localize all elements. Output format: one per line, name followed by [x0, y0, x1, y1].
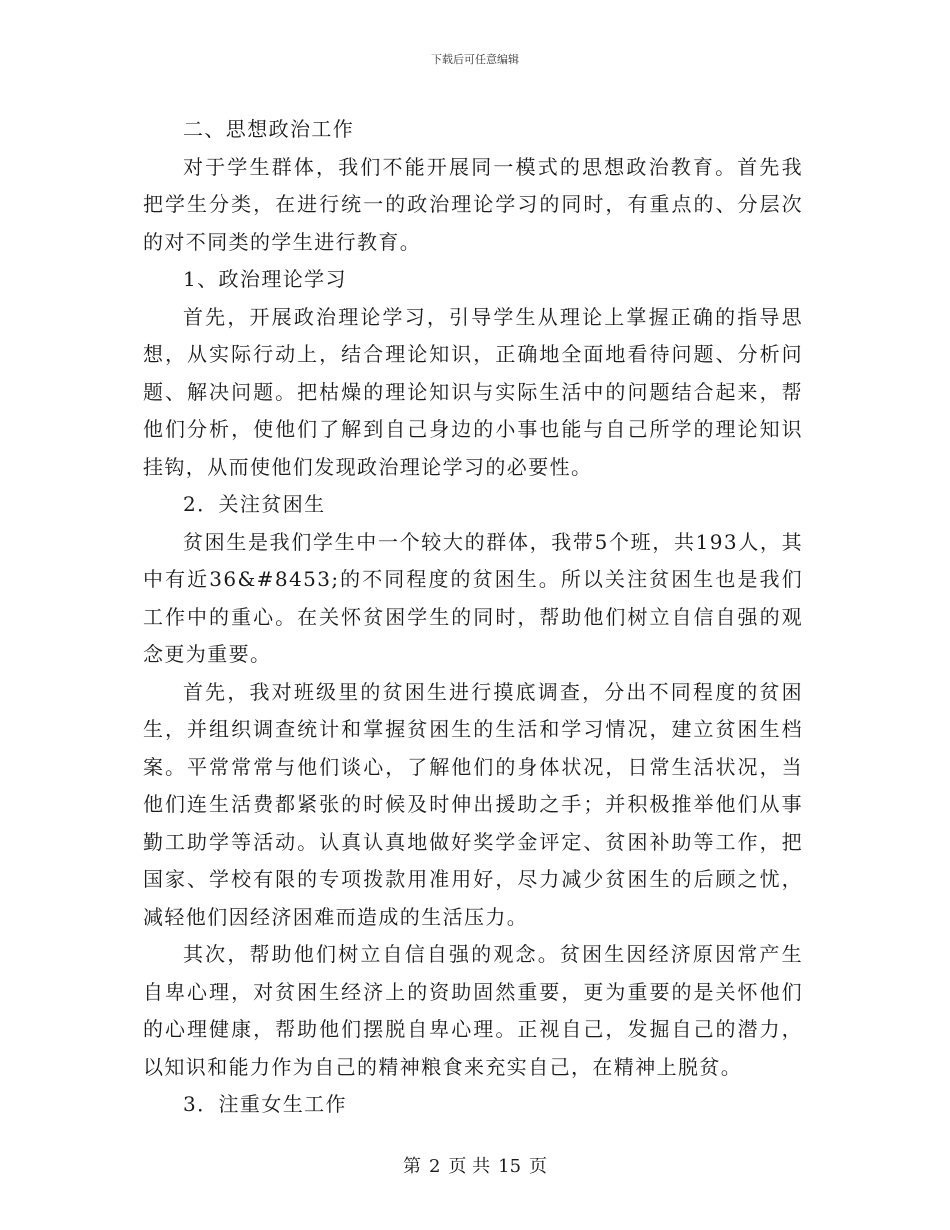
- subsection-heading: 3．注重女生工作: [183, 1092, 347, 1116]
- subsection-heading: 2．关注贫困生: [183, 492, 326, 516]
- body-paragraph: 贫困生是我们学生中一个较大的群体，我带5个班，共193人，其中有近36&#8453;的不同程度的贫困生。所以关注贫困生也是我们工作中的重心。在关怀贫困学生的同时，帮助他们树立自信自强的观念更为重要。: [143, 529, 803, 666]
- subsection-heading: 1、政治理论学习: [183, 267, 347, 291]
- page-header: 下载后可任意编辑: [431, 53, 519, 66]
- document-body: [143, 111, 803, 1124]
- footer-suffix: 页: [529, 1156, 548, 1177]
- body-paragraph: 首先，开展政治理论学习，引导学生从理论上掌握正确的指导思想，从实际行动上，结合理论知识，正确地全面地看待问题、分析问题、解决问题。把枯燥的理论知识与实际生活中的问题结合起来，帮他们分析，使他们了解到自己身边的小事也能与自己所学的理论知识挂钩，从而使他们发现政治理论学习的必要性。: [143, 304, 803, 479]
- total-pages: 15: [498, 1156, 522, 1177]
- footer-prefix: 第: [402, 1156, 421, 1177]
- body-paragraph: 其次，帮助他们树立自信自强的观念。贫困生因经济原因常产生自卑心理，对贫困生经济上的资助固然重要，更为重要的是关怀他们的心理健康，帮助他们摆脱自卑心理。正视自己，发掘自己的潜力，以知识和能力作为自己的精神粮食来充实自己，在精神上脱贫。: [143, 942, 803, 1079]
- body-paragraph: 对于学生群体，我们不能开展同一模式的思想政治教育。首先我把学生分类，在进行统一的政治理论学习的同时，有重点的、分层次的对不同类的学生进行教育。: [143, 154, 803, 254]
- page-footer: [0, 1156, 950, 1178]
- body-paragraph: 首先，我对班级里的贫困生进行摸底调查，分出不同程度的贫困生，并组织调查统计和掌握贫困生的生活和学习情况，建立贫困生档案。平常常常与他们谈心，了解他们的身体状况，日常生活状况，当他们连生活费都紧张的时候及时伸出援助之手；并积极推举他们从事勤工助学等活动。认真认真地做好奖学金评定、贫困补助等工作，把国家、学校有限的专项拨款用准用好，尽力减少贫困生的后顾之忧，减轻他们因经济困难而造成的生活压力。: [143, 679, 803, 929]
- section-heading: 二、思想政治工作: [183, 117, 355, 141]
- page-number: 2: [428, 1156, 441, 1177]
- footer-middle: 页 共: [448, 1156, 491, 1177]
